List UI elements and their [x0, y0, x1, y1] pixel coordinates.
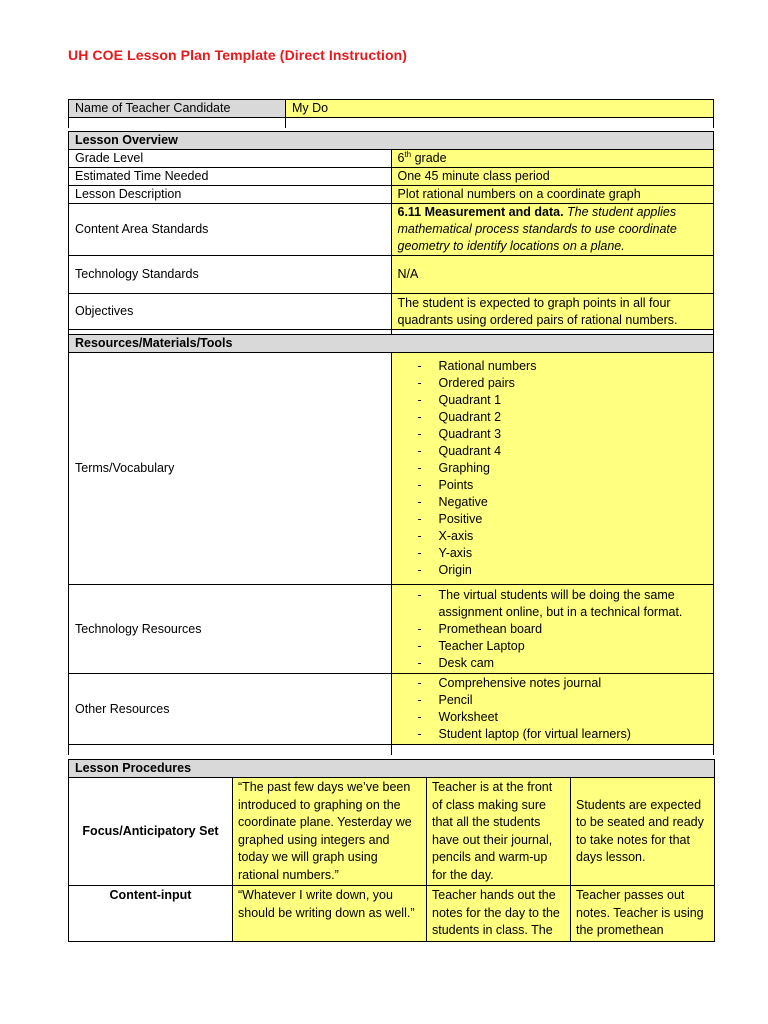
- other-item: - Comprehensive notes journal: [398, 675, 708, 692]
- grade-level-label: Grade Level: [69, 150, 392, 168]
- other-item: - Student laptop (for virtual learners): [398, 726, 708, 743]
- technology-standards-label: Technology Standards: [69, 256, 392, 294]
- terms-item: - X-axis: [398, 528, 708, 545]
- grade-level-value: [391, 150, 714, 168]
- tech-item: - Promethean board: [398, 621, 708, 638]
- terms-item: - Ordered pairs: [398, 375, 708, 392]
- content-standard-text: The student applies mathematical process standards to use coordinate geometry to identify locations on a plane.: [397, 205, 677, 253]
- grade-suffix: th: [404, 149, 412, 159]
- technology-resources-cell: [391, 585, 714, 674]
- lesson-procedures-table: [68, 759, 715, 942]
- terms-item: - Quadrant 3: [398, 426, 708, 443]
- focus-teacher-does: Teacher is at the front of class making sure that all the students have out their journal, pencils and warm-up for the day.: [427, 778, 571, 886]
- content-standards-value: [391, 204, 714, 256]
- content-teacher-says: “Whatever I write down, you should be writing down as well.”: [233, 886, 427, 942]
- lesson-description-value: Plot rational numbers on a coordinate graph: [391, 186, 714, 204]
- terms-item: - Negative: [398, 494, 708, 511]
- terms-item: - Rational numbers: [398, 358, 708, 375]
- teacher-name-value: My Do: [286, 100, 714, 118]
- content-students-do: Teacher passes out notes. Teacher is using the promethean: [571, 886, 715, 942]
- terms-vocabulary-label: Terms/Vocabulary: [69, 353, 392, 585]
- time-needed-value: One 45 minute class period: [391, 168, 714, 186]
- tech-item: - Teacher Laptop: [398, 638, 708, 655]
- content-teacher-does: Teacher hands out the notes for the day to the students in class. The: [427, 886, 571, 942]
- terms-item: - Y-axis: [398, 545, 708, 562]
- other-item: - Pencil: [398, 692, 708, 709]
- lesson-procedures-header: Lesson Procedures: [69, 760, 715, 778]
- terms-vocabulary-cell: [391, 353, 714, 585]
- terms-item: - Positive: [398, 511, 708, 528]
- focus-students-do: Students are expected to be seated and ready to take notes for that days lesson.: [571, 778, 715, 886]
- terms-item: - Quadrant 2: [398, 409, 708, 426]
- teacher-table: [68, 99, 714, 128]
- focus-anticipatory-label: Focus/Anticipatory Set: [69, 778, 233, 886]
- other-resources-cell: [391, 674, 714, 745]
- resources-header: Resources/Materials/Tools: [69, 335, 714, 353]
- grade-number: 6: [397, 151, 405, 165]
- resources-table: [68, 334, 714, 755]
- time-needed-label: Estimated Time Needed: [69, 168, 392, 186]
- content-input-label: Content-input: [69, 886, 233, 942]
- content-standards-label: Content Area Standards: [69, 204, 392, 256]
- lesson-overview-table: [68, 131, 714, 340]
- terms-item: - Graphing: [398, 460, 708, 477]
- content-standard-code: 6.11 Measurement and data.: [397, 205, 564, 219]
- teacher-label: Name of Teacher Candidate: [69, 100, 286, 118]
- lesson-description-label: Lesson Description: [69, 186, 392, 204]
- technology-resources-list: [398, 587, 708, 672]
- lesson-overview-header: Lesson Overview: [69, 132, 714, 150]
- document-title: UH COE Lesson Plan Template (Direct Instruction): [68, 47, 408, 63]
- other-item: - Worksheet: [398, 709, 708, 726]
- technology-resources-label: Technology Resources: [69, 585, 392, 674]
- terms-item: - Quadrant 1: [398, 392, 708, 409]
- terms-list: [398, 358, 708, 579]
- tech-item: - Desk cam: [398, 655, 708, 672]
- technology-standards-value: N/A: [391, 256, 714, 294]
- other-resources-list: [398, 675, 708, 743]
- terms-item: - Origin: [398, 562, 708, 579]
- grade-word: grade: [411, 151, 447, 165]
- other-resources-label: Other Resources: [69, 674, 392, 745]
- objectives-value: The student is expected to graph points in all four quadrants using ordered pairs of rational numbers.: [391, 294, 714, 330]
- tech-item: - The virtual students will be doing the same assignment online, but in a technical format.: [398, 587, 708, 621]
- focus-teacher-says: “The past few days we’ve been introduced to graphing on the coordinate plane. Yesterday we graphed using integers and today we will graph using rational numbers.”: [233, 778, 427, 886]
- terms-item: - Quadrant 4: [398, 443, 708, 460]
- terms-item: - Points: [398, 477, 708, 494]
- objectives-label: Objectives: [69, 294, 392, 330]
